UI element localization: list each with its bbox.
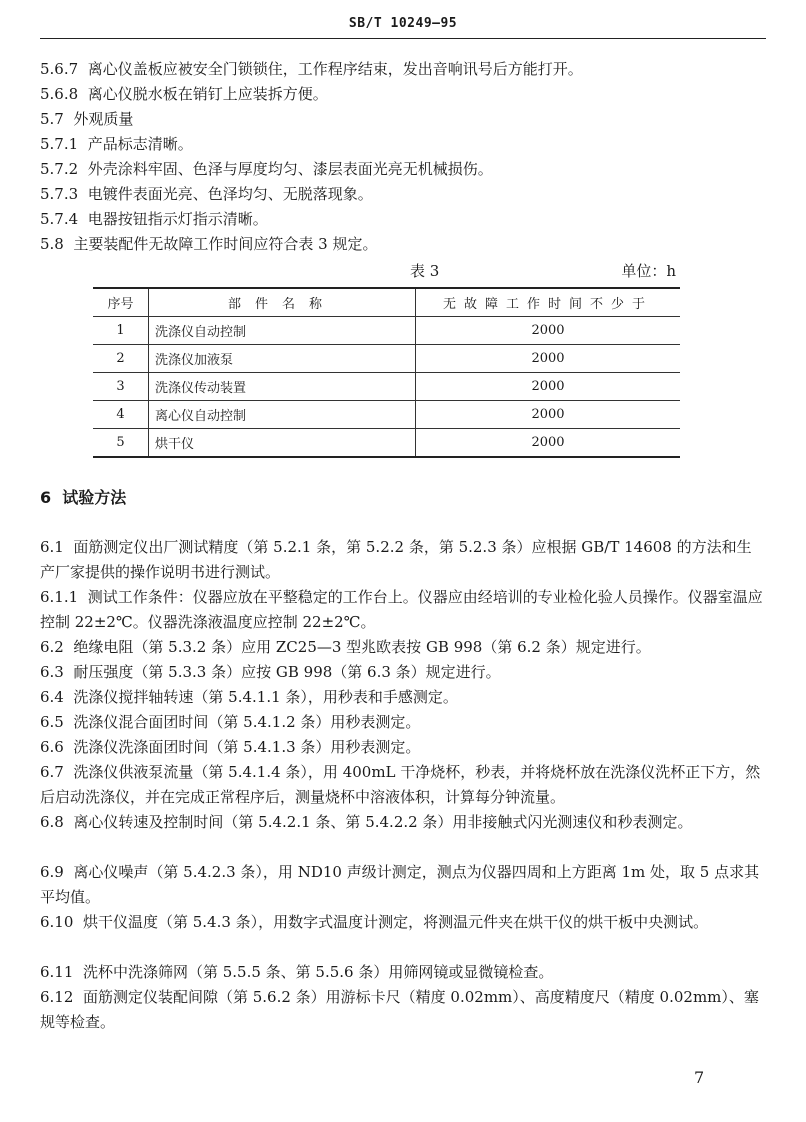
clause-6-11: 6.11 洗杯中洗涤筛网（第 5.5.5 条、第 5.5.6 条）用筛网镜或显微镜检查。 — [40, 963, 554, 981]
clause-6-1: 6.1 面筋测定仪出厂测试精度（第 5.2.1 条，第 5.2.2 条，第 5.2.3 条）应根据 GB/T 14608 的方法和生产厂家提供的操作说明书进行测试。 — [40, 538, 752, 581]
header-rule — [40, 38, 766, 39]
clause-5-6-8: 5.6.8 离心仪脱水板在销钉上应装拆方便。 — [40, 85, 328, 103]
clause-5-7-1: 5.7.1 产品标志清晰。 — [40, 135, 193, 153]
clause-6-10: 6.10 烘干仪温度（第 5.4.3 条），用数字式温度计测定，将测温元件夹在烘干仪的烘干板中央测试。 — [40, 913, 709, 931]
clause-6-2: 6.2 绝缘电阻（第 5.3.2 条）应用 ZC25—3 型兆欧表按 GB 998（第 6.2 条）规定进行。 — [40, 638, 651, 656]
clause-6-1-1: 6.1.1 测试工作条件：仪器应放在平整稳定的工作台上。仪器应由经培训的专业检化验人员操作。仪器室温应控制 22±2℃。仪器洗涤液温度应控制 22±2℃。 — [40, 588, 763, 631]
clause-5-7-3: 5.7.3 电镀件表面光亮、色泽均匀、无脱落现象。 — [40, 185, 373, 203]
cell-no: 1 — [93, 317, 149, 345]
cell-time: 2000 — [416, 317, 681, 345]
parts-table — [93, 287, 680, 458]
page-number: 7 — [694, 1068, 705, 1087]
cell-name: 烘干仪 — [149, 429, 416, 458]
cell-time: 2000 — [416, 401, 681, 429]
clause-6-5: 6.5 洗涤仪混合面团时间（第 5.4.1.2 条）用秒表测定。 — [40, 713, 421, 731]
clause-5-8: 5.8 主要装配件无故障工作时间应符合表 3 规定。 — [40, 235, 378, 253]
section-title: 6 试验方法 — [40, 488, 127, 507]
clause-6-12: 6.12 面筋测定仪装配间隙（第 5.6.2 条）用游标卡尺（精度 0.02mm）、高度精度尺（精度 0.02mm）、塞规等检查。 — [40, 988, 759, 1031]
cell-time: 2000 — [416, 373, 681, 401]
document-header-code: SB/T 10249—95 — [348, 16, 458, 31]
table-row — [93, 373, 680, 401]
clause-6-6: 6.6 洗涤仪洗涤面团时间（第 5.4.1.3 条）用秒表测定。 — [40, 738, 421, 756]
cell-time: 2000 — [416, 429, 681, 458]
clause-5-6-7: 5.6.7 离心仪盖板应被安全门锁锁住，工作程序结束，发出音响讯号后方能打开。 — [40, 60, 583, 78]
col-header-time: 无故障工作时间不少于 — [416, 288, 681, 317]
table-row — [93, 345, 680, 373]
cell-name: 洗涤仪传动装置 — [149, 373, 416, 401]
cell-no: 5 — [93, 429, 149, 458]
table-caption: 表 3 — [410, 262, 440, 280]
cell-no: 4 — [93, 401, 149, 429]
cell-no: 2 — [93, 345, 149, 373]
clause-5-7-4: 5.7.4 电器按钮指示灯指示清晰。 — [40, 210, 268, 228]
col-header-no: 序号 — [93, 288, 149, 317]
clause-6-3: 6.3 耐压强度（第 5.3.3 条）应按 GB 998（第 6.3 条）规定进行。 — [40, 663, 501, 681]
cell-no: 3 — [93, 373, 149, 401]
clause-6-8: 6.8 离心仪转速及控制时间（第 5.4.2.1 条、第 5.4.2.2 条）用非接触式闪光测速仪和秒表测定。 — [40, 813, 693, 831]
cell-time: 2000 — [416, 345, 681, 373]
clause-5-7: 5.7 外观质量 — [40, 110, 134, 128]
clause-6-7: 6.7 洗涤仪供液泵流量（第 5.4.1.4 条），用 400mL 干净烧杯，秒表，并将烧杯放在洗涤仪洗杯正下方，然后启动洗涤仪，并在完成正常程序后，测量烧杯中溶液体积，计算每分钟流量。 — [40, 763, 761, 806]
col-header-name: 部件名称 — [149, 288, 416, 317]
clause-6-4: 6.4 洗涤仪搅拌轴转速（第 5.4.1.1 条），用秒表和手感测定。 — [40, 688, 458, 706]
table-row — [93, 317, 680, 345]
clause-5-7-2: 5.7.2 外壳涂料牢固、色泽与厚度均匀、漆层表面光亮无机械损伤。 — [40, 160, 493, 178]
table-unit: 单位：h — [621, 262, 676, 280]
cell-name: 洗涤仪加液泵 — [149, 345, 416, 373]
cell-name: 离心仪自动控制 — [149, 401, 416, 429]
table-header-row — [93, 288, 680, 317]
cell-name: 洗涤仪自动控制 — [149, 317, 416, 345]
table-row — [93, 401, 680, 429]
clause-6-9: 6.9 离心仪噪声（第 5.4.2.3 条），用 ND10 声级计测定，测点为仪器四周和上方距离 1m 处，取 5 点求其平均值。 — [40, 863, 760, 906]
table-row — [93, 429, 680, 458]
table-caption-row — [40, 260, 766, 280]
